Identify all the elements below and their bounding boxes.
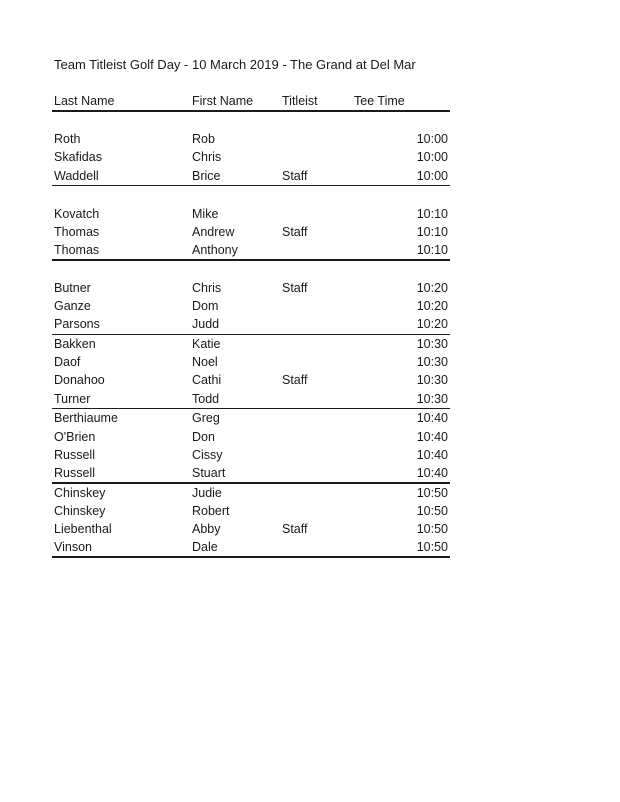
table-row	[52, 409, 450, 427]
cell-last-name: Daof	[54, 355, 81, 370]
table-body	[52, 112, 450, 558]
group-spacer	[52, 112, 450, 130]
table-row	[52, 371, 450, 389]
table-row	[52, 148, 450, 166]
cell-tee-time: 10:00	[416, 132, 448, 147]
cell-first-name: Noel	[192, 355, 218, 370]
cell-first-name: Judd	[192, 317, 220, 332]
group-rule	[52, 556, 450, 558]
table-row	[52, 502, 450, 520]
cell-first-name: Mike	[192, 206, 219, 221]
cell-last-name: Butner	[54, 281, 91, 296]
cell-last-name: Russell	[54, 447, 95, 462]
cell-tee-time: 10:40	[416, 447, 448, 462]
cell-tee-time: 10:10	[416, 224, 448, 239]
header-first-name: First Name	[192, 94, 254, 108]
cell-first-name: Cissy	[192, 447, 223, 462]
cell-titleist: Staff	[282, 373, 308, 388]
cell-last-name: Chinskey	[54, 503, 106, 518]
cell-first-name: Chris	[192, 150, 222, 165]
cell-tee-time: 10:50	[416, 521, 448, 536]
cell-tee-time: 10:20	[416, 299, 448, 314]
cell-first-name: Brice	[192, 168, 221, 183]
cell-last-name: Liebenthal	[54, 521, 112, 536]
cell-first-name: Abby	[192, 521, 221, 536]
cell-last-name: Thomas	[54, 243, 100, 258]
cell-tee-time: 10:50	[416, 485, 448, 500]
tee-group	[52, 409, 450, 482]
tee-time-table	[52, 92, 450, 558]
header-titleist: Titleist	[282, 94, 318, 108]
cell-first-name: Don	[192, 429, 215, 444]
cell-titleist: Staff	[282, 168, 308, 183]
cell-first-name: Greg	[192, 411, 220, 426]
table-row	[52, 446, 450, 464]
cell-last-name: Turner	[54, 391, 91, 406]
tee-group	[52, 279, 450, 334]
cell-last-name: Berthiaume	[54, 411, 118, 426]
cell-last-name: Parsons	[54, 317, 100, 332]
document-title: Team Titleist Golf Day - 10 March 2019 - The Grand at Del Mar	[54, 57, 416, 72]
cell-tee-time: 10:00	[416, 168, 448, 183]
cell-last-name: Waddell	[54, 168, 99, 183]
cell-last-name: Kovatch	[54, 206, 100, 221]
group-spacer	[52, 186, 450, 204]
cell-tee-time: 10:30	[416, 355, 448, 370]
table-row	[52, 297, 450, 315]
cell-last-name: Thomas	[54, 224, 100, 239]
table-row	[52, 315, 450, 333]
cell-first-name: Dale	[192, 540, 218, 555]
cell-tee-time: 10:40	[416, 429, 448, 444]
table-row	[52, 464, 450, 482]
cell-tee-time: 10:20	[416, 281, 448, 296]
cell-tee-time: 10:00	[416, 150, 448, 165]
table-row	[52, 538, 450, 556]
cell-last-name: Russell	[54, 465, 95, 480]
cell-tee-time: 10:10	[416, 243, 448, 258]
cell-tee-time: 10:40	[416, 465, 448, 480]
group-spacer	[52, 261, 450, 279]
cell-tee-time: 10:10	[416, 206, 448, 221]
table-row	[52, 130, 450, 148]
cell-last-name: Ganze	[54, 299, 91, 314]
tee-group	[52, 130, 450, 185]
cell-last-name: Vinson	[54, 540, 92, 555]
tee-group	[52, 335, 450, 408]
cell-last-name: Chinskey	[54, 485, 106, 500]
cell-tee-time: 10:30	[416, 391, 448, 406]
cell-first-name: Anthony	[192, 243, 238, 258]
table-row	[52, 520, 450, 538]
cell-tee-time: 10:50	[416, 503, 448, 518]
cell-last-name: Donahoo	[54, 373, 105, 388]
cell-titleist: Staff	[282, 224, 308, 239]
cell-tee-time: 10:30	[416, 337, 448, 352]
table-row	[52, 428, 450, 446]
table-header	[52, 92, 450, 110]
tee-group	[52, 484, 450, 557]
table-row	[52, 484, 450, 502]
cell-first-name: Cathi	[192, 373, 222, 388]
cell-first-name: Todd	[192, 391, 220, 406]
cell-tee-time: 10:30	[416, 373, 448, 388]
table-row	[52, 353, 450, 371]
table-row	[52, 223, 450, 241]
cell-first-name: Rob	[192, 132, 215, 147]
cell-tee-time: 10:50	[416, 540, 448, 555]
header-tee-time: Tee Time	[354, 94, 405, 108]
cell-titleist: Staff	[282, 521, 308, 536]
cell-last-name: Skafidas	[54, 150, 102, 165]
cell-tee-time: 10:40	[416, 411, 448, 426]
cell-titleist: Staff	[282, 281, 308, 296]
cell-tee-time: 10:20	[416, 317, 448, 332]
cell-first-name: Dom	[192, 299, 219, 314]
cell-first-name: Katie	[192, 337, 221, 352]
header-last-name: Last Name	[54, 94, 115, 108]
cell-first-name: Andrew	[192, 224, 235, 239]
table-row	[52, 241, 450, 259]
table-row	[52, 335, 450, 353]
cell-first-name: Stuart	[192, 465, 226, 480]
cell-first-name: Judie	[192, 485, 222, 500]
tee-group	[52, 205, 450, 260]
table-row	[52, 167, 450, 185]
table-row	[52, 205, 450, 223]
cell-last-name: O'Brien	[54, 429, 96, 444]
table-row	[52, 390, 450, 408]
cell-last-name: Roth	[54, 132, 81, 147]
cell-first-name: Chris	[192, 281, 222, 296]
cell-last-name: Bakken	[54, 337, 96, 352]
cell-first-name: Robert	[192, 503, 230, 518]
table-row	[52, 279, 450, 297]
